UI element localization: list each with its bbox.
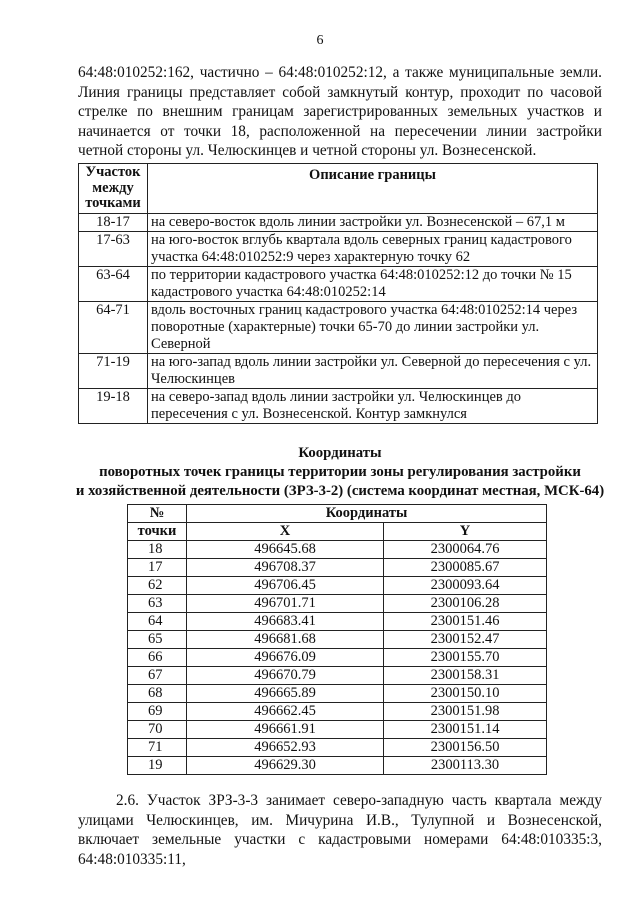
y-cell: 2300064.76 [384, 541, 547, 559]
description-cell: на юго-запад вдоль линии застройки ул. Северной до пересечения с ул. Челюскинцев [148, 353, 598, 388]
point-cell: 70 [128, 721, 187, 739]
table-row [128, 541, 547, 559]
description-header: Описание границы [148, 164, 598, 214]
point-cell: 19 [128, 757, 187, 775]
table-header-row [128, 523, 547, 541]
table-row [128, 631, 547, 649]
x-cell: 496670.79 [187, 667, 384, 685]
coordinates-heading-line3: и хозяйственной деятельности (ЗРЗ-3-2) (система координат местная, МСК-64) [75, 483, 605, 499]
segment-cell: 71-19 [79, 353, 148, 388]
point-cell: 64 [128, 613, 187, 631]
x-cell: 496645.68 [187, 541, 384, 559]
point-no-header-2: точки [128, 523, 187, 541]
x-cell: 496665.89 [187, 685, 384, 703]
table-row [128, 613, 547, 631]
y-cell: 2300150.10 [384, 685, 547, 703]
table-row [128, 649, 547, 667]
point-cell: 66 [128, 649, 187, 667]
table-row [79, 353, 598, 388]
x-cell: 496708.37 [187, 559, 384, 577]
x-cell: 496701.71 [187, 595, 384, 613]
description-cell: на юго-восток вглубь квартала вдоль северных границ кадастрового участка 64:48:010252:9 через характерную точку 62 [148, 231, 598, 266]
y-cell: 2300156.50 [384, 739, 547, 757]
point-cell: 65 [128, 631, 187, 649]
y-cell: 2300152.47 [384, 631, 547, 649]
point-cell: 18 [128, 541, 187, 559]
table-header-row [79, 164, 598, 214]
x-cell: 496676.09 [187, 649, 384, 667]
y-cell: 2300151.14 [384, 721, 547, 739]
boundary-description-table [78, 163, 598, 424]
table-row [128, 757, 547, 775]
table-row [79, 231, 598, 266]
closing-paragraph: 2.6. Участок ЗРЗ-3-3 занимает северо-западную часть квартала между улицами Челюскинцев, им. Мичурина И.В., Тулупной и Вознесенской, включает земельные участки с кадастровыми номерами 64:48:010335:3, 64:48:010335:11, [78, 792, 602, 868]
table-row [128, 721, 547, 739]
coordinates-heading-line2: поворотных точек границы территории зоны регулирования застройки [99, 464, 581, 480]
segment-cell: 64-71 [79, 301, 148, 353]
point-cell: 69 [128, 703, 187, 721]
point-cell: 68 [128, 685, 187, 703]
point-cell: 62 [128, 577, 187, 595]
description-cell: на северо-восток вдоль линии застройки ул. Вознесенской – 67,1 м [148, 213, 598, 231]
table-header-row [128, 505, 547, 523]
point-cell: 17 [128, 559, 187, 577]
description-cell: по территории кадастрового участка 64:48:010252:12 до точки № 15 кадастрового участка 64:48:010252:14 [148, 266, 598, 301]
intro-paragraph: 64:48:010252:162, частично – 64:48:010252:12, а также муниципальные земли. Линия границы представляет собой замкнутый контур, проходит по часовой стрелке по внешним границам зарегистрированных земельных участков и начинается от точки 18, расположенной на пересечении линии застройки четной стороны ул. Челюскинцев и четной стороны ул. Вознесенской. [78, 64, 602, 159]
x-cell: 496662.45 [187, 703, 384, 721]
coordinates-heading [70, 444, 610, 501]
y-cell: 2300085.67 [384, 559, 547, 577]
y-cell: 2300158.31 [384, 667, 547, 685]
description-cell: на северо-запад вдоль линии застройки ул. Челюскинцев до пересечения с ул. Вознесенской. Контур замкнулся [148, 388, 598, 423]
table-row [79, 301, 598, 353]
point-cell: 67 [128, 667, 187, 685]
x-cell: 496683.41 [187, 613, 384, 631]
y-cell: 2300113.30 [384, 757, 547, 775]
y-cell: 2300155.70 [384, 649, 547, 667]
table-row [128, 559, 547, 577]
table-row [79, 213, 598, 231]
table-row [128, 595, 547, 613]
page-number: 6 [316, 33, 324, 48]
segment-cell: 63-64 [79, 266, 148, 301]
y-cell: 2300093.64 [384, 577, 547, 595]
y-cell: 2300151.46 [384, 613, 547, 631]
x-cell: 496661.91 [187, 721, 384, 739]
x-cell: 496706.45 [187, 577, 384, 595]
point-cell: 71 [128, 739, 187, 757]
y-header: Y [384, 523, 547, 541]
point-cell: 63 [128, 595, 187, 613]
segment-header: Участок между точками [79, 164, 148, 214]
x-cell: 496629.30 [187, 757, 384, 775]
table-row [128, 685, 547, 703]
coordinates-header: Координаты [187, 505, 547, 523]
y-cell: 2300151.98 [384, 703, 547, 721]
description-cell: вдоль восточных границ кадастрового участка 64:48:010252:14 через поворотные (характерные) точки 65-70 до линии застройки ул. Северной [148, 301, 598, 353]
x-cell: 496652.93 [187, 739, 384, 757]
segment-cell: 18-17 [79, 213, 148, 231]
table-row [79, 388, 598, 423]
x-cell: 496681.68 [187, 631, 384, 649]
point-no-header: № [128, 505, 187, 523]
y-cell: 2300106.28 [384, 595, 547, 613]
table-row [128, 703, 547, 721]
segment-cell: 17-63 [79, 231, 148, 266]
table-row [128, 739, 547, 757]
table-row [79, 266, 598, 301]
table-row [128, 667, 547, 685]
coordinates-table [127, 504, 547, 775]
table-row [128, 577, 547, 595]
coordinates-heading-line1: Координаты [298, 445, 382, 461]
x-header: X [187, 523, 384, 541]
segment-cell: 19-18 [79, 388, 148, 423]
